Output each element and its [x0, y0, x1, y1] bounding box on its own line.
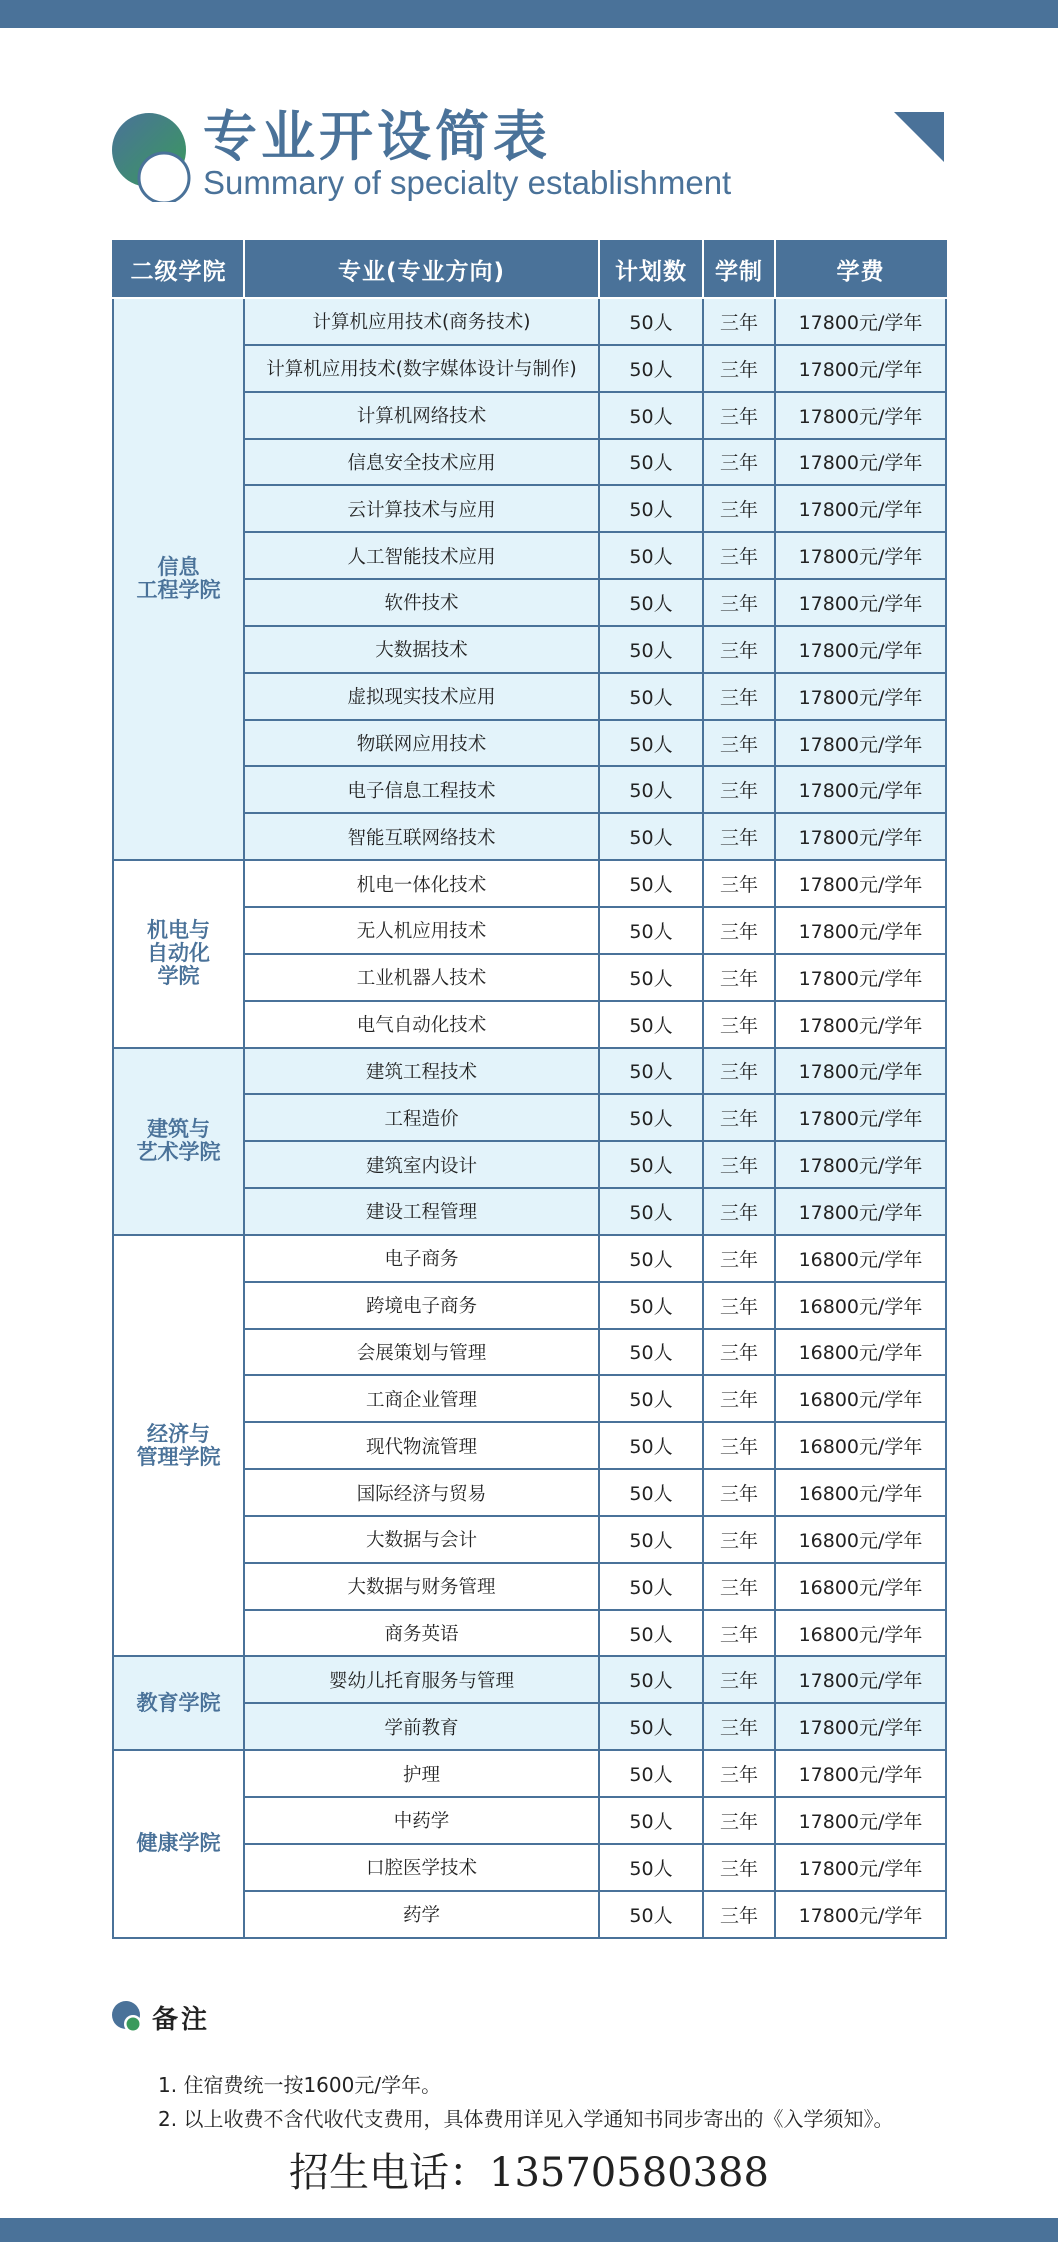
major-name: 计算机网络技术: [244, 392, 599, 439]
study-duration: 三年: [703, 766, 775, 813]
plan-count: 50人: [599, 1563, 703, 1610]
tuition-fee: 17800元/学年: [775, 1891, 946, 1938]
study-duration: 三年: [703, 1375, 775, 1422]
study-duration: 三年: [703, 1235, 775, 1282]
major-name: 护理: [244, 1750, 599, 1797]
tuition-fee: 16800元/学年: [775, 1516, 946, 1563]
plan-count: 50人: [599, 345, 703, 392]
plan-count: 50人: [599, 1375, 703, 1422]
study-duration: 三年: [703, 1750, 775, 1797]
study-duration: 三年: [703, 298, 775, 345]
tuition-fee: 17800元/学年: [775, 345, 946, 392]
tuition-fee: 16800元/学年: [775, 1469, 946, 1516]
tuition-fee: 17800元/学年: [775, 1188, 946, 1235]
notes-title: 备注: [152, 2004, 211, 2035]
tuition-fee: 17800元/学年: [775, 673, 946, 720]
plan-count: 50人: [599, 392, 703, 439]
study-duration: 三年: [703, 720, 775, 767]
major-name: 大数据技术: [244, 626, 599, 673]
note-item: 1. 住宿费统一按1600元/学年。: [158, 2073, 442, 2097]
header-college: 二级学院: [113, 241, 244, 298]
major-name: 婴幼儿托育服务与管理: [244, 1656, 599, 1703]
plan-count: 50人: [599, 532, 703, 579]
plan-count: 50人: [599, 673, 703, 720]
major-name: 现代物流管理: [244, 1422, 599, 1469]
plan-count: 50人: [599, 1141, 703, 1188]
major-name: 电子信息工程技术: [244, 766, 599, 813]
major-name: 建设工程管理: [244, 1188, 599, 1235]
study-duration: 三年: [703, 532, 775, 579]
major-name: 电子商务: [244, 1235, 599, 1282]
plan-count: 50人: [599, 485, 703, 532]
bottom-accent-bar: [0, 2218, 1058, 2242]
header-duration: 学制: [703, 241, 775, 298]
major-name: 云计算技术与应用: [244, 485, 599, 532]
study-duration: 三年: [703, 439, 775, 486]
study-duration: 三年: [703, 1329, 775, 1376]
tuition-fee: 17800元/学年: [775, 860, 946, 907]
tuition-fee: 17800元/学年: [775, 298, 946, 345]
tuition-fee: 17800元/学年: [775, 1844, 946, 1891]
table-row: [113, 298, 946, 345]
major-name: 无人机应用技术: [244, 907, 599, 954]
major-name: 建筑工程技术: [244, 1048, 599, 1095]
college-name: 健康学院: [113, 1750, 244, 1937]
major-name: 工程造价: [244, 1094, 599, 1141]
tuition-fee: 17800元/学年: [775, 907, 946, 954]
major-name: 软件技术: [244, 579, 599, 626]
major-name: 计算机应用技术(商务技术): [244, 298, 599, 345]
major-name: 大数据与会计: [244, 1516, 599, 1563]
study-duration: 三年: [703, 813, 775, 860]
plan-count: 50人: [599, 1001, 703, 1048]
top-accent-bar: [0, 0, 1058, 28]
plan-count: 50人: [599, 1516, 703, 1563]
note-item: 2. 以上收费不含代收代支费用，具体费用详见入学通知书同步寄出的《入学须知》。: [158, 2107, 894, 2131]
admissions-phone: 招生电话：13570580388: [289, 2150, 769, 2196]
plan-count: 50人: [599, 1656, 703, 1703]
plan-count: 50人: [599, 1703, 703, 1750]
plan-count: 50人: [599, 1797, 703, 1844]
major-name: 虚拟现实技术应用: [244, 673, 599, 720]
plan-count: 50人: [599, 1750, 703, 1797]
study-duration: 三年: [703, 907, 775, 954]
tuition-fee: 17800元/学年: [775, 1797, 946, 1844]
notes-bullet-icon: [112, 2001, 144, 2033]
plan-count: 50人: [599, 1282, 703, 1329]
header-tuition: 学费: [775, 241, 946, 298]
plan-count: 50人: [599, 579, 703, 626]
tuition-fee: 16800元/学年: [775, 1563, 946, 1610]
study-duration: 三年: [703, 1094, 775, 1141]
plan-count: 50人: [599, 298, 703, 345]
study-duration: 三年: [703, 1422, 775, 1469]
college-name: 经济与 管理学院: [113, 1235, 244, 1657]
major-name: 国际经济与贸易: [244, 1469, 599, 1516]
study-duration: 三年: [703, 1048, 775, 1095]
study-duration: 三年: [703, 392, 775, 439]
major-name: 工商企业管理: [244, 1375, 599, 1422]
study-duration: 三年: [703, 345, 775, 392]
major-name: 学前教育: [244, 1703, 599, 1750]
study-duration: 三年: [703, 1188, 775, 1235]
plan-count: 50人: [599, 626, 703, 673]
study-duration: 三年: [703, 1516, 775, 1563]
plan-count: 50人: [599, 860, 703, 907]
tuition-fee: 17800元/学年: [775, 392, 946, 439]
major-name: 工业机器人技术: [244, 954, 599, 1001]
tuition-fee: 16800元/学年: [775, 1610, 946, 1657]
plan-count: 50人: [599, 907, 703, 954]
plan-count: 50人: [599, 1329, 703, 1376]
plan-count: 50人: [599, 1844, 703, 1891]
study-duration: 三年: [703, 1891, 775, 1938]
tuition-fee: 17800元/学年: [775, 532, 946, 579]
study-duration: 三年: [703, 579, 775, 626]
plan-count: 50人: [599, 1235, 703, 1282]
study-duration: 三年: [703, 1563, 775, 1610]
plan-count: 50人: [599, 813, 703, 860]
tuition-fee: 16800元/学年: [775, 1235, 946, 1282]
table-row: [113, 1750, 946, 1797]
plan-count: 50人: [599, 1469, 703, 1516]
study-duration: 三年: [703, 1282, 775, 1329]
major-name: 商务英语: [244, 1610, 599, 1657]
study-duration: 三年: [703, 1844, 775, 1891]
study-duration: 三年: [703, 1141, 775, 1188]
study-duration: 三年: [703, 1797, 775, 1844]
major-name: 机电一体化技术: [244, 860, 599, 907]
table-row: [113, 1048, 946, 1095]
plan-count: 50人: [599, 1188, 703, 1235]
major-name: 物联网应用技术: [244, 720, 599, 767]
major-name: 会展策划与管理: [244, 1329, 599, 1376]
brand-circles-icon: [112, 112, 192, 202]
tuition-fee: 17800元/学年: [775, 439, 946, 486]
study-duration: 三年: [703, 1610, 775, 1657]
major-name: 信息安全技术应用: [244, 439, 599, 486]
college-name: 教育学院: [113, 1656, 244, 1750]
study-duration: 三年: [703, 1703, 775, 1750]
plan-count: 50人: [599, 1610, 703, 1657]
tuition-fee: 17800元/学年: [775, 954, 946, 1001]
study-duration: 三年: [703, 626, 775, 673]
study-duration: 三年: [703, 1001, 775, 1048]
plan-count: 50人: [599, 954, 703, 1001]
tuition-fee: 16800元/学年: [775, 1422, 946, 1469]
tuition-fee: 17800元/学年: [775, 1750, 946, 1797]
specialty-table: [112, 240, 947, 1939]
notes-list: [158, 2068, 893, 2136]
college-name: 信息 工程学院: [113, 298, 244, 860]
plan-count: 50人: [599, 1048, 703, 1095]
major-name: 计算机应用技术(数字媒体设计与制作): [244, 345, 599, 392]
study-duration: 三年: [703, 1656, 775, 1703]
tuition-fee: 17800元/学年: [775, 766, 946, 813]
tuition-fee: 17800元/学年: [775, 813, 946, 860]
major-name: 口腔医学技术: [244, 1844, 599, 1891]
table-row: [113, 860, 946, 907]
tuition-fee: 17800元/学年: [775, 485, 946, 532]
plan-count: 50人: [599, 1422, 703, 1469]
tuition-fee: 17800元/学年: [775, 626, 946, 673]
tuition-fee: 17800元/学年: [775, 579, 946, 626]
notes-heading: [112, 1998, 210, 2036]
tuition-fee: 17800元/学年: [775, 1141, 946, 1188]
tuition-fee: 17800元/学年: [775, 1094, 946, 1141]
header-plan: 计划数: [599, 241, 703, 298]
tuition-fee: 17800元/学年: [775, 1703, 946, 1750]
tuition-fee: 17800元/学年: [775, 720, 946, 767]
major-name: 中药学: [244, 1797, 599, 1844]
plan-count: 50人: [599, 766, 703, 813]
major-name: 建筑室内设计: [244, 1141, 599, 1188]
college-name: 建筑与 艺术学院: [113, 1048, 244, 1235]
study-duration: 三年: [703, 485, 775, 532]
corner-triangle-icon: [894, 112, 944, 162]
tuition-fee: 16800元/学年: [775, 1282, 946, 1329]
tuition-fee: 17800元/学年: [775, 1048, 946, 1095]
tuition-fee: 16800元/学年: [775, 1375, 946, 1422]
plan-count: 50人: [599, 720, 703, 767]
page-subtitle: Summary of specialty establishment: [203, 164, 732, 201]
study-duration: 三年: [703, 1469, 775, 1516]
table-row: [113, 1656, 946, 1703]
major-name: 药学: [244, 1891, 599, 1938]
page-title: 专业开设简表: [203, 105, 551, 168]
table-header-row: [113, 241, 946, 298]
college-name: 机电与 自动化 学院: [113, 860, 244, 1047]
tuition-fee: 17800元/学年: [775, 1656, 946, 1703]
study-duration: 三年: [703, 673, 775, 720]
major-name: 电气自动化技术: [244, 1001, 599, 1048]
plan-count: 50人: [599, 439, 703, 486]
major-name: 大数据与财务管理: [244, 1563, 599, 1610]
table-row: [113, 1235, 946, 1282]
major-name: 人工智能技术应用: [244, 532, 599, 579]
study-duration: 三年: [703, 860, 775, 907]
header-major: 专业(专业方向): [244, 241, 599, 298]
major-name: 智能互联网络技术: [244, 813, 599, 860]
plan-count: 50人: [599, 1094, 703, 1141]
study-duration: 三年: [703, 954, 775, 1001]
tuition-fee: 17800元/学年: [775, 1001, 946, 1048]
major-name: 跨境电子商务: [244, 1282, 599, 1329]
tuition-fee: 16800元/学年: [775, 1329, 946, 1376]
plan-count: 50人: [599, 1891, 703, 1938]
